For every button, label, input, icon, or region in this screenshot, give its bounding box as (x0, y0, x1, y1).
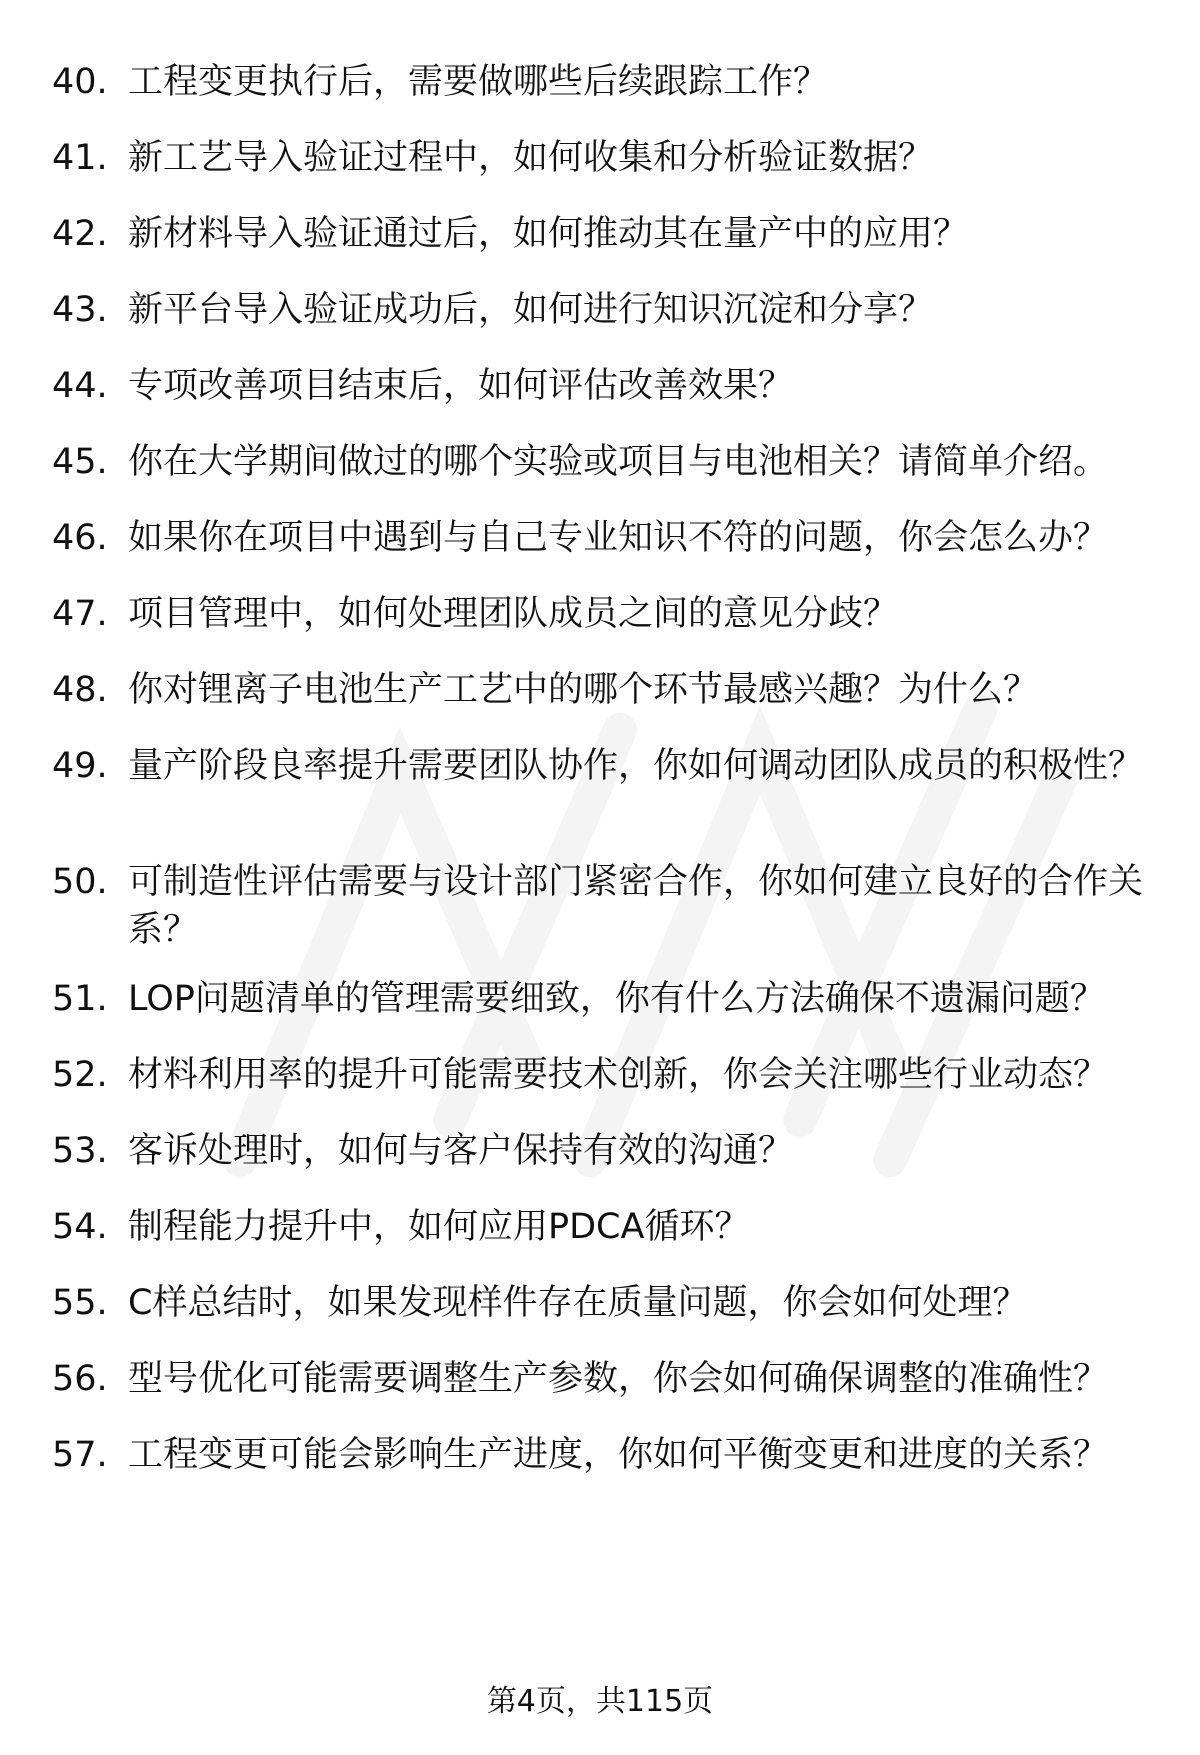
question-text: 可制造性评估需要与设计部门紧密合作，你如何建立良好的合作关系？ (128, 862, 1144, 950)
question-text: 工程变更可能会影响生产进度，你如何平衡变更和进度的关系？ (128, 1435, 1109, 1475)
question-number: 55. (52, 1283, 108, 1323)
question-number: 40. (52, 62, 108, 102)
question-number: 53. (52, 1131, 108, 1171)
question-number: 51. (52, 979, 108, 1019)
question-text: 如果你在项目中遇到与自己专业知识不符的问题，你会怎么办？ (128, 518, 1109, 558)
question-text: 客诉处理时，如何与客户保持有效的沟通？ (128, 1131, 794, 1171)
question-number: 50. (52, 862, 108, 902)
question-number: 47. (52, 594, 108, 634)
question-number: 42. (52, 214, 108, 254)
question-number: 54. (52, 1207, 108, 1247)
question-number: 56. (52, 1359, 108, 1399)
question-text: 工程变更执行后，需要做哪些后续跟踪工作？ (128, 62, 829, 102)
question-text: 你对锂离子电池生产工艺中的哪个环节最感兴趣？为什么？ (128, 670, 1039, 710)
question-text: 材料利用率的提升可能需要技术创新，你会关注哪些行业动态？ (128, 1055, 1109, 1095)
question-text: 量产阶段良率提升需要团队协作，你如何调动团队成员的积极性？ (128, 746, 1144, 786)
question-text: 新工艺导入验证过程中，如何收集和分析验证数据？ (128, 138, 934, 178)
question-number: 41. (52, 138, 108, 178)
question-text: LOP问题清单的管理需要细致，你有什么方法确保不遗漏问题？ (128, 979, 1105, 1019)
question-number: 45. (52, 442, 108, 482)
question-number: 43. (52, 290, 108, 330)
page-number-footer: 第4页，共115页 (486, 1684, 714, 1719)
question-number: 44. (52, 366, 108, 406)
question-text: 新平台导入验证成功后，如何进行知识沉淀和分享？ (128, 290, 934, 330)
question-number: 49. (52, 746, 108, 786)
question-number: 57. (52, 1435, 108, 1475)
question-number: 52. (52, 1055, 108, 1095)
question-number: 48. (52, 670, 108, 710)
question-number: 46. (52, 518, 108, 558)
question-text: 型号优化可能需要调整生产参数，你会如何确保调整的准确性？ (128, 1359, 1109, 1399)
question-text: C样总结时，如果发现样件存在质量问题，你会如何处理？ (128, 1283, 1028, 1323)
question-text: 制程能力提升中，如何应用PDCA循环？ (128, 1207, 750, 1247)
question-text: 你在大学期间做过的哪个实验或项目与电池相关？请简单介绍。 (128, 442, 1109, 482)
question-text: 专项改善项目结束后，如何评估改善效果？ (128, 366, 794, 406)
question-text: 新材料导入验证通过后，如何推动其在量产中的应用？ (128, 214, 969, 254)
question-text: 项目管理中，如何处理团队成员之间的意见分歧？ (128, 594, 899, 634)
